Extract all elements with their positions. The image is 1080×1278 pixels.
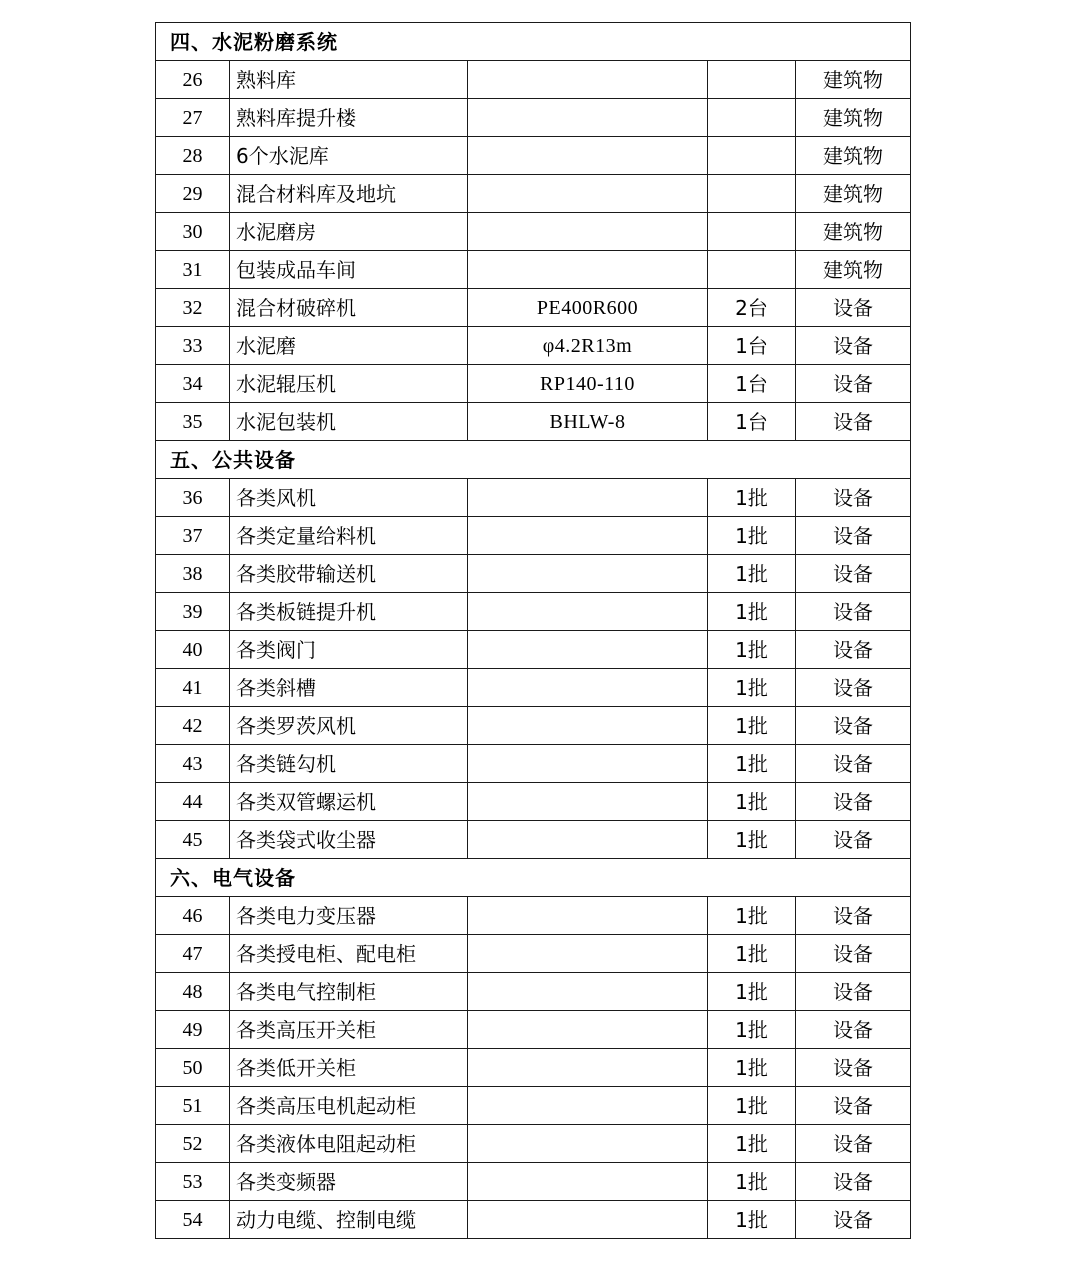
cell-serial-number: 51 bbox=[156, 1087, 230, 1125]
cell-item-name: 动力电缆、控制电缆 bbox=[230, 1201, 468, 1239]
cell-category: 设备 bbox=[796, 1087, 911, 1125]
cell-quantity: 1批 bbox=[708, 517, 796, 555]
cell-category: 建筑物 bbox=[796, 213, 911, 251]
cell-serial-number: 49 bbox=[156, 1011, 230, 1049]
cell-item-name: 各类斜槽 bbox=[230, 669, 468, 707]
table-row bbox=[156, 631, 911, 669]
cell-serial-number: 46 bbox=[156, 897, 230, 935]
cell-quantity: 1台 bbox=[708, 365, 796, 403]
cell-category: 建筑物 bbox=[796, 99, 911, 137]
table-row bbox=[156, 175, 911, 213]
cell-specification: RP140-110 bbox=[468, 365, 708, 403]
cell-specification: PE400R600 bbox=[468, 289, 708, 327]
cell-item-name: 各类罗茨风机 bbox=[230, 707, 468, 745]
table-section-row bbox=[156, 441, 911, 479]
cell-specification bbox=[468, 783, 708, 821]
cell-category: 设备 bbox=[796, 745, 911, 783]
table-row bbox=[156, 783, 911, 821]
table-row bbox=[156, 1125, 911, 1163]
cell-serial-number: 36 bbox=[156, 479, 230, 517]
cell-quantity: 1批 bbox=[708, 631, 796, 669]
section-title: 五、公共设备 bbox=[156, 441, 911, 479]
cell-quantity bbox=[708, 251, 796, 289]
cell-category: 设备 bbox=[796, 1163, 911, 1201]
cell-category: 建筑物 bbox=[796, 137, 911, 175]
table-row bbox=[156, 327, 911, 365]
table-row bbox=[156, 935, 911, 973]
cell-serial-number: 26 bbox=[156, 61, 230, 99]
cell-quantity: 1批 bbox=[708, 897, 796, 935]
cell-serial-number: 43 bbox=[156, 745, 230, 783]
table-row bbox=[156, 61, 911, 99]
cell-category: 设备 bbox=[796, 707, 911, 745]
cell-serial-number: 38 bbox=[156, 555, 230, 593]
cell-item-name: 各类低开关柜 bbox=[230, 1049, 468, 1087]
table-row bbox=[156, 1087, 911, 1125]
table-row bbox=[156, 821, 911, 859]
table-row bbox=[156, 593, 911, 631]
table-row bbox=[156, 1011, 911, 1049]
cell-category: 建筑物 bbox=[796, 61, 911, 99]
cell-serial-number: 41 bbox=[156, 669, 230, 707]
cell-category: 设备 bbox=[796, 821, 911, 859]
cell-serial-number: 27 bbox=[156, 99, 230, 137]
cell-quantity: 1批 bbox=[708, 783, 796, 821]
cell-serial-number: 42 bbox=[156, 707, 230, 745]
cell-quantity: 1批 bbox=[708, 1201, 796, 1239]
cell-serial-number: 30 bbox=[156, 213, 230, 251]
table-row bbox=[156, 1163, 911, 1201]
cell-serial-number: 31 bbox=[156, 251, 230, 289]
cell-item-name: 水泥磨房 bbox=[230, 213, 468, 251]
cell-serial-number: 35 bbox=[156, 403, 230, 441]
cell-serial-number: 32 bbox=[156, 289, 230, 327]
cell-quantity: 1批 bbox=[708, 745, 796, 783]
cell-specification bbox=[468, 1049, 708, 1087]
cell-serial-number: 29 bbox=[156, 175, 230, 213]
cell-specification bbox=[468, 593, 708, 631]
cell-quantity: 1台 bbox=[708, 327, 796, 365]
cell-category: 设备 bbox=[796, 1125, 911, 1163]
cell-specification bbox=[468, 99, 708, 137]
cell-category: 设备 bbox=[796, 631, 911, 669]
cell-item-name: 各类胶带输送机 bbox=[230, 555, 468, 593]
table-body bbox=[156, 23, 911, 1239]
cell-quantity bbox=[708, 213, 796, 251]
cell-serial-number: 39 bbox=[156, 593, 230, 631]
cell-item-name: 各类授电柜、配电柜 bbox=[230, 935, 468, 973]
table-row bbox=[156, 289, 911, 327]
cell-specification bbox=[468, 175, 708, 213]
cell-specification bbox=[468, 479, 708, 517]
cell-serial-number: 50 bbox=[156, 1049, 230, 1087]
cell-specification bbox=[468, 1163, 708, 1201]
table-row bbox=[156, 669, 911, 707]
cell-category: 建筑物 bbox=[796, 251, 911, 289]
cell-category: 设备 bbox=[796, 973, 911, 1011]
cell-category: 设备 bbox=[796, 517, 911, 555]
cell-item-name: 各类高压开关柜 bbox=[230, 1011, 468, 1049]
cell-specification bbox=[468, 669, 708, 707]
cell-item-name: 各类液体电阻起动柜 bbox=[230, 1125, 468, 1163]
cell-quantity: 1批 bbox=[708, 707, 796, 745]
cell-category: 设备 bbox=[796, 1049, 911, 1087]
cell-category: 设备 bbox=[796, 593, 911, 631]
cell-specification bbox=[468, 897, 708, 935]
cell-quantity: 1批 bbox=[708, 479, 796, 517]
cell-serial-number: 53 bbox=[156, 1163, 230, 1201]
cell-item-name: 各类袋式收尘器 bbox=[230, 821, 468, 859]
cell-quantity bbox=[708, 61, 796, 99]
cell-specification bbox=[468, 213, 708, 251]
cell-item-name: 各类定量给料机 bbox=[230, 517, 468, 555]
cell-serial-number: 48 bbox=[156, 973, 230, 1011]
cell-specification: φ4.2R13m bbox=[468, 327, 708, 365]
cell-quantity: 1批 bbox=[708, 1087, 796, 1125]
cell-serial-number: 52 bbox=[156, 1125, 230, 1163]
cell-specification bbox=[468, 61, 708, 99]
section-title: 六、电气设备 bbox=[156, 859, 911, 897]
cell-quantity: 1批 bbox=[708, 1049, 796, 1087]
cell-item-name: 包装成品车间 bbox=[230, 251, 468, 289]
cell-item-name: 水泥辊压机 bbox=[230, 365, 468, 403]
table-row bbox=[156, 1201, 911, 1239]
table-row bbox=[156, 403, 911, 441]
cell-serial-number: 33 bbox=[156, 327, 230, 365]
cell-quantity bbox=[708, 99, 796, 137]
cell-quantity: 1批 bbox=[708, 593, 796, 631]
cell-quantity: 1批 bbox=[708, 555, 796, 593]
table-row bbox=[156, 973, 911, 1011]
cell-quantity: 1批 bbox=[708, 821, 796, 859]
cell-specification bbox=[468, 555, 708, 593]
table-row bbox=[156, 251, 911, 289]
cell-item-name: 各类电力变压器 bbox=[230, 897, 468, 935]
cell-category: 设备 bbox=[796, 555, 911, 593]
table-row bbox=[156, 745, 911, 783]
cell-serial-number: 44 bbox=[156, 783, 230, 821]
cell-category: 设备 bbox=[796, 327, 911, 365]
cell-serial-number: 40 bbox=[156, 631, 230, 669]
cell-item-name: 水泥磨 bbox=[230, 327, 468, 365]
cell-serial-number: 28 bbox=[156, 137, 230, 175]
table-row bbox=[156, 555, 911, 593]
cell-category: 设备 bbox=[796, 403, 911, 441]
cell-quantity: 1批 bbox=[708, 1125, 796, 1163]
table-row bbox=[156, 707, 911, 745]
cell-category: 设备 bbox=[796, 479, 911, 517]
cell-specification bbox=[468, 1125, 708, 1163]
cell-specification bbox=[468, 1011, 708, 1049]
cell-quantity: 1批 bbox=[708, 1163, 796, 1201]
cell-quantity bbox=[708, 175, 796, 213]
cell-serial-number: 54 bbox=[156, 1201, 230, 1239]
cell-item-name: 混合材料库及地坑 bbox=[230, 175, 468, 213]
cell-specification bbox=[468, 631, 708, 669]
cell-category: 设备 bbox=[796, 669, 911, 707]
cell-specification bbox=[468, 707, 708, 745]
cell-quantity bbox=[708, 137, 796, 175]
cell-quantity: 1台 bbox=[708, 403, 796, 441]
cell-item-name: 各类风机 bbox=[230, 479, 468, 517]
section-title: 四、水泥粉磨系统 bbox=[156, 23, 911, 61]
cell-specification bbox=[468, 517, 708, 555]
cell-item-name: 各类电气控制柜 bbox=[230, 973, 468, 1011]
cell-specification bbox=[468, 745, 708, 783]
cell-category: 建筑物 bbox=[796, 175, 911, 213]
table-row bbox=[156, 99, 911, 137]
cell-item-name: 6个水泥库 bbox=[230, 137, 468, 175]
cell-quantity: 1批 bbox=[708, 669, 796, 707]
table-row bbox=[156, 213, 911, 251]
equipment-inventory-table bbox=[155, 22, 911, 1239]
cell-specification bbox=[468, 1201, 708, 1239]
cell-item-name: 水泥包装机 bbox=[230, 403, 468, 441]
cell-serial-number: 34 bbox=[156, 365, 230, 403]
table-section-row bbox=[156, 859, 911, 897]
cell-specification bbox=[468, 973, 708, 1011]
cell-item-name: 混合材破碎机 bbox=[230, 289, 468, 327]
cell-quantity: 2台 bbox=[708, 289, 796, 327]
cell-quantity: 1批 bbox=[708, 1011, 796, 1049]
cell-quantity: 1批 bbox=[708, 973, 796, 1011]
cell-specification bbox=[468, 137, 708, 175]
cell-item-name: 各类高压电机起动柜 bbox=[230, 1087, 468, 1125]
table-row bbox=[156, 517, 911, 555]
cell-category: 设备 bbox=[796, 1201, 911, 1239]
cell-specification bbox=[468, 251, 708, 289]
cell-category: 设备 bbox=[796, 935, 911, 973]
cell-serial-number: 45 bbox=[156, 821, 230, 859]
cell-serial-number: 37 bbox=[156, 517, 230, 555]
cell-item-name: 各类双管螺运机 bbox=[230, 783, 468, 821]
cell-item-name: 熟料库 bbox=[230, 61, 468, 99]
cell-specification bbox=[468, 935, 708, 973]
cell-specification: BHLW-8 bbox=[468, 403, 708, 441]
cell-specification bbox=[468, 1087, 708, 1125]
cell-category: 设备 bbox=[796, 289, 911, 327]
cell-item-name: 熟料库提升楼 bbox=[230, 99, 468, 137]
cell-quantity: 1批 bbox=[708, 935, 796, 973]
table-row bbox=[156, 897, 911, 935]
cell-category: 设备 bbox=[796, 365, 911, 403]
table-row bbox=[156, 479, 911, 517]
cell-item-name: 各类变频器 bbox=[230, 1163, 468, 1201]
cell-specification bbox=[468, 821, 708, 859]
table-row bbox=[156, 365, 911, 403]
cell-item-name: 各类板链提升机 bbox=[230, 593, 468, 631]
table-row bbox=[156, 137, 911, 175]
cell-serial-number: 47 bbox=[156, 935, 230, 973]
table-section-row bbox=[156, 23, 911, 61]
cell-item-name: 各类阀门 bbox=[230, 631, 468, 669]
cell-category: 设备 bbox=[796, 783, 911, 821]
cell-category: 设备 bbox=[796, 1011, 911, 1049]
cell-category: 设备 bbox=[796, 897, 911, 935]
table-row bbox=[156, 1049, 911, 1087]
cell-item-name: 各类链勾机 bbox=[230, 745, 468, 783]
